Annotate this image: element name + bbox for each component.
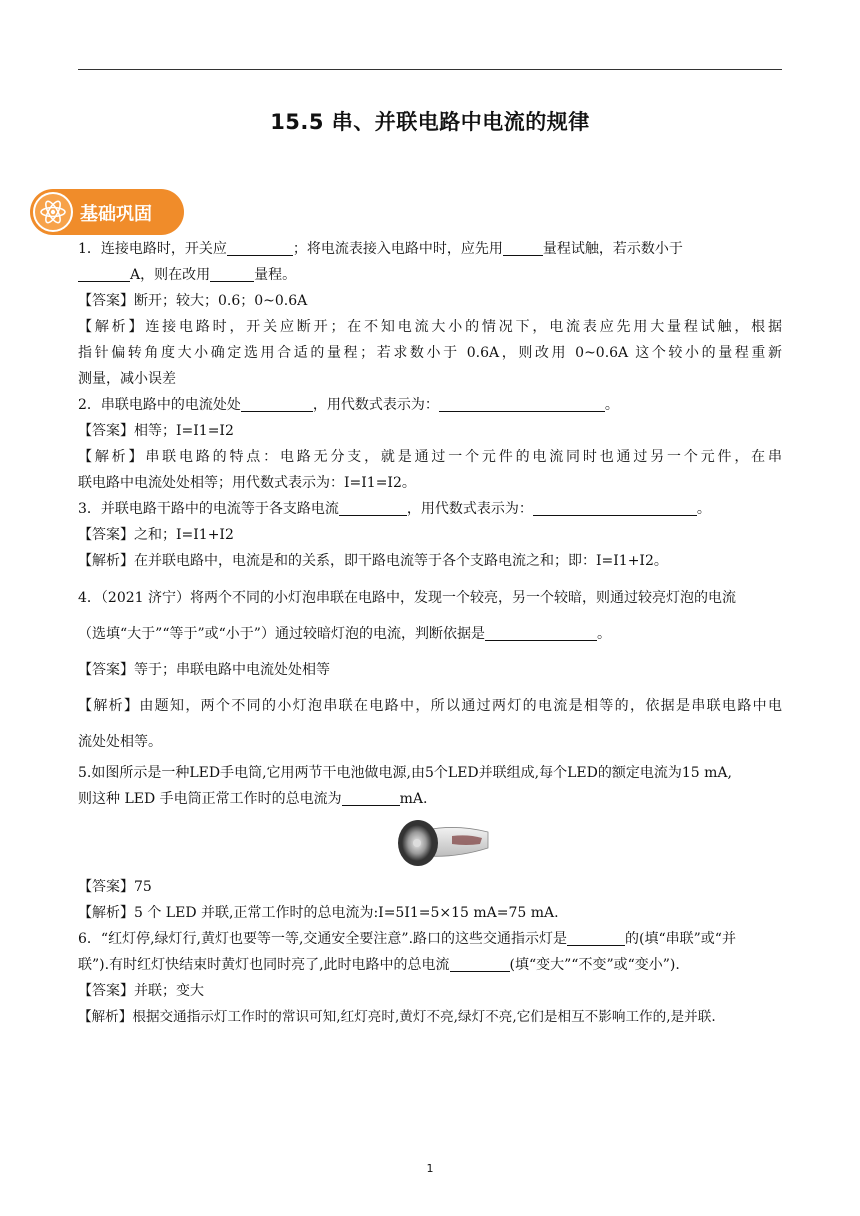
answer-blank (210, 265, 254, 282)
question-5: 5.如图所示是一种LED手电筒,它用两节干电池做电源,由5个LED并联组成,每个LED的额定电流为15 mA, (78, 765, 732, 781)
question-3: 3．并联电路干路中的电流等于各支路电流 ，用代数式表示为： 。 (78, 501, 711, 517)
answer-blank (533, 499, 697, 516)
answer-blank (485, 624, 597, 641)
answer-2: 【答案】相等；I=I1=I2 (78, 423, 234, 439)
page-title: 15.5 串、并联电路中电流的规律 (270, 110, 590, 134)
flashlight-image (396, 818, 492, 868)
answer-blank (78, 265, 130, 282)
analysis-2: 【解析】串联电路的特点：电路无分支，就是通过一个元件的电流同时也通过另一个元件，在串 (78, 449, 783, 465)
atom-icon (33, 192, 73, 232)
header-rule (78, 69, 782, 70)
answer-blank (227, 239, 293, 256)
answer-1: 【答案】断开；较大；0.6；0~0.6A (78, 293, 308, 309)
question-5-cont: 则这种 LED 手电筒正常工作时的总电流为 mA. (78, 791, 428, 807)
question-6: 6．“红灯停,绿灯行,黄灯也要等一等,交通安全要注意”.路口的这些交通指示灯是 的(填“串联”或“并 (78, 931, 736, 947)
answer-blank (503, 239, 543, 256)
question-1-cont: A，则在改用 量程。 (78, 262, 782, 288)
analysis-1: 【解析】连接电路时，开关应断开；在不知电流大小的情况下，电流表应先用大量程试触，根据 (78, 319, 783, 335)
answer-6: 【答案】并联；变大 (78, 983, 204, 999)
page-number: 1 (426, 1162, 434, 1175)
answer-blank (567, 929, 625, 946)
analysis-4-cont: 流处处相等。 (78, 734, 162, 750)
section-label: 基础巩固 (80, 204, 152, 225)
question-4: 4．（2021 济宁）将两个不同的小灯泡串联在电路中，发现一个较亮，另一个较暗，则通过较亮灯泡的电流 (78, 590, 736, 606)
answer-blank (439, 395, 605, 412)
analysis-3: 【解析】在并联电路中，电流是和的关系，即干路电流等于各个支路电流之和；即：I=I1+I2。 (78, 553, 668, 569)
analysis-1-cont: 指针偏转角度大小确定选用合适的量程；若求数小于 0.6A，则改用 0~0.6A 这个较小的量程重新 (78, 345, 782, 361)
analysis-4: 【解析】由题知，两个不同的小灯泡串联在电路中，所以通过两灯的电流是相等的，依据是串联电路中电 (78, 698, 783, 714)
analysis-6: 【解析】根据交通指示灯工作时的常识可知,红灯亮时,黄灯不亮,绿灯不亮,它们是相互不影响工作的,是并联. (78, 1009, 716, 1025)
section-badge (30, 189, 184, 235)
answer-3: 【答案】之和；I=I1+I2 (78, 527, 234, 543)
analysis-2-cont: 联电路中电流处处相等；用代数式表示为：I=I1=I2。 (78, 475, 416, 491)
answer-blank (342, 789, 400, 806)
answer-blank (241, 395, 313, 412)
question-6-cont: 联”).有时红灯快结束时黄灯也同时亮了,此时电路中的总电流 (填“变大”“不变”或“变小”). (78, 957, 680, 973)
answer-blank (450, 955, 510, 972)
analysis-1-end: 测量，减小误差 (78, 371, 176, 387)
analysis-5: 【解析】5 个 LED 并联,正常工作时的总电流为:I=5I1=5×15 mA=75 mA. (78, 905, 559, 921)
question-2: 2．串联电路中的电流处处 ，用代数式表示为： 。 (78, 397, 619, 413)
question-list (78, 236, 782, 1030)
answer-5: 【答案】75 (78, 879, 152, 895)
question-1: 1．连接电路时，开关应 ；将电流表接入电路中时，应先用 量程试触，若示数小于 (78, 241, 683, 257)
question-4-cont: （选填“大于”“等于”或“小于”）通过较暗灯泡的电流，判断依据是 。 (78, 626, 611, 642)
answer-4: 【答案】等于；串联电路中电流处处相等 (78, 662, 330, 678)
answer-blank (339, 499, 407, 516)
